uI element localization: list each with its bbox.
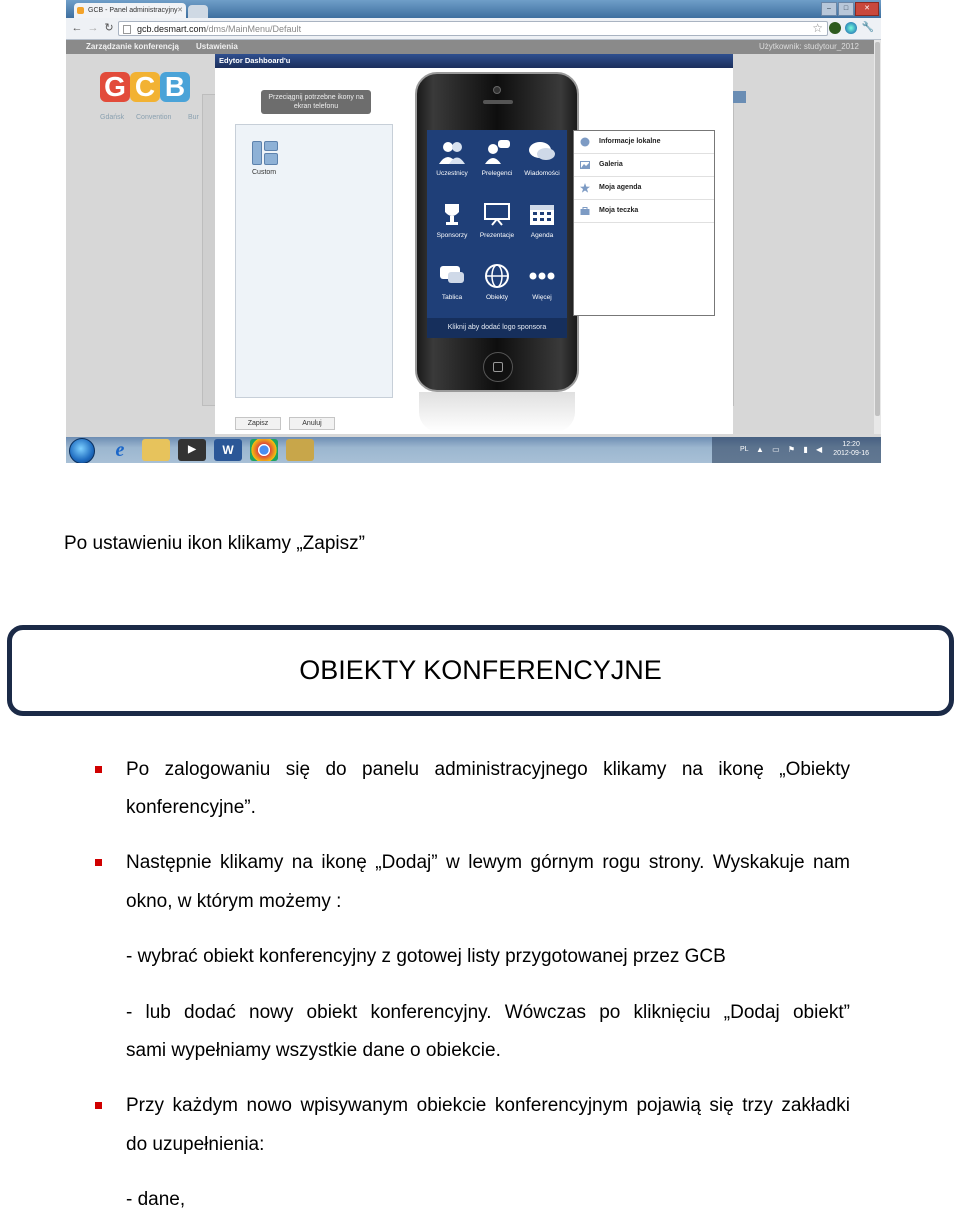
board-icon (438, 264, 466, 288)
maximize-icon[interactable]: □ (838, 2, 854, 16)
menu-item-label: Galeria (599, 161, 623, 168)
option1: - wybrać obiekt konferencyjny z gotowej listy przygotowanej przez GCB (126, 946, 726, 967)
gcb-logo: G (100, 72, 130, 102)
star-icon (580, 183, 590, 193)
phone-screen (427, 130, 567, 338)
folder-icon[interactable] (142, 439, 170, 461)
tile-wiadomosci[interactable] (519, 132, 565, 192)
start-button[interactable] (69, 438, 95, 463)
clock-date: 2012-09-16 (833, 450, 869, 457)
wrench-icon[interactable]: 🔧 (861, 22, 875, 33)
security-shield-icon[interactable] (286, 439, 314, 461)
modal-title: Edytor Dashboard'u (215, 54, 733, 68)
tile-label: Więcej (532, 294, 552, 301)
bullet2-line2: okno, w którym możemy : (126, 891, 342, 912)
bullet-square-icon (95, 1102, 102, 1109)
background-tab (732, 91, 746, 103)
tile-prelegenci[interactable] (474, 132, 520, 192)
windows-taskbar (66, 437, 881, 463)
logo-caption-convention: Convention (136, 114, 172, 121)
dashboard-editor-modal (215, 54, 733, 434)
system-tray (712, 437, 881, 463)
close-icon[interactable]: ✕ (855, 2, 879, 16)
calendar-icon (528, 202, 556, 226)
bullet3-line2: do uzupełnienia: (126, 1134, 265, 1155)
phone-preview (415, 72, 579, 392)
option2-line1: - lub dodać nowy obiekt konferencyjny. Wówczas po kliknięciu „Dodaj obiekt” (126, 1002, 850, 1023)
info-icon (580, 137, 590, 147)
embedded-screenshot (66, 0, 881, 463)
page-scrollbar[interactable] (874, 40, 881, 434)
phone-reflection (419, 392, 575, 432)
bullet2-line1: Następnie klikamy na ikonę „Dodaj” w lewym górnym rogu strony. Wyskakuje nam (126, 852, 850, 873)
option2-line2: sami wypełniamy wszystkie dane o obiekcie. (126, 1040, 501, 1061)
clock-time: 12:20 (842, 441, 860, 448)
tile-tablica[interactable] (429, 256, 475, 316)
bookmark-star-icon[interactable]: ☆ (812, 21, 823, 35)
media-player-icon[interactable]: ▶ (178, 439, 206, 461)
url-host: gcb.desmart.com (137, 24, 207, 34)
gcb-logo-c: C (130, 72, 160, 102)
browser-tab-title: GCB - Panel administracyjny (88, 7, 178, 14)
screenshot-caption: Po ustawieniu ikon klikamy „Zapisz” (64, 533, 365, 554)
tile-label: Agenda (530, 232, 554, 239)
tile-obiekty[interactable] (474, 256, 520, 316)
nav-item-settings[interactable]: Ustawienia (196, 42, 238, 51)
more-menu-list (573, 130, 715, 316)
minimize-icon[interactable]: – (821, 2, 837, 16)
url-path: /dms/MainMenu/Default (206, 24, 302, 34)
participants-icon (438, 140, 466, 164)
camera-icon (493, 86, 501, 94)
tile-label: Sponsorzy (436, 232, 468, 239)
save-button[interactable]: Zapisz (235, 417, 281, 430)
tile-label: Obiekty (485, 294, 509, 301)
section-title-box (7, 625, 954, 716)
tile-sponsorzy[interactable] (429, 194, 475, 254)
menu-item-label: Moja teczka (599, 207, 639, 214)
icon-palette (235, 124, 393, 398)
forward-arrow-icon[interactable]: → (87, 22, 99, 34)
tab-close-icon[interactable]: ✕ (177, 7, 183, 14)
tile-uczestnicy[interactable] (429, 132, 475, 192)
custom-widget-label: Custom (252, 169, 277, 176)
tile-agenda[interactable] (519, 194, 565, 254)
tile-label: Tablica (441, 294, 463, 301)
chrome-icon[interactable] (250, 439, 278, 461)
bullet3-line1: Przy każdym nowo wpisywanym obiekcie konferencyjnym pojawią się trzy zakładki (126, 1095, 850, 1116)
tile-label: Prezentacje (479, 232, 515, 239)
bullet1-line2: konferencyjne”. (126, 797, 256, 818)
drag-hint: Przeciągnij potrzebne ikony na ekran telefonu (261, 90, 371, 114)
screen-icon (483, 202, 511, 226)
tile-label: Wiadomości (524, 170, 560, 177)
new-tab-button[interactable] (188, 5, 208, 18)
favicon-icon (77, 7, 84, 14)
menu-item-agenda[interactable] (574, 177, 714, 200)
word-icon[interactable]: W (214, 439, 242, 461)
home-button (483, 352, 513, 382)
custom-widget-icon[interactable] (252, 141, 278, 165)
messages-icon (528, 140, 556, 164)
menu-item-informacje[interactable] (574, 131, 714, 154)
menu-item-galeria[interactable] (574, 154, 714, 177)
menu-item-teczka[interactable] (574, 200, 714, 223)
bullet-square-icon (95, 766, 102, 773)
clock[interactable] (833, 440, 869, 458)
section-title: OBIEKTY KONFERENCYJNE (299, 655, 662, 685)
menu-item-label: Informacje lokalne (599, 138, 661, 145)
speaker-icon (483, 100, 513, 104)
speaker-person-icon (483, 140, 511, 164)
tile-prezentacje[interactable] (474, 194, 520, 254)
trophy-icon (438, 202, 466, 226)
language-indicator[interactable]: PL (740, 446, 749, 453)
tile-label: Prelegenci (481, 170, 513, 177)
back-arrow-icon[interactable]: ← (71, 22, 83, 34)
globe-icon (483, 264, 511, 288)
chrome-extension-icon[interactable] (845, 22, 857, 34)
browser-tab[interactable] (74, 3, 186, 18)
more-icon (528, 264, 556, 288)
tile-label: Uczestnicy (436, 170, 468, 177)
tile-wiecej[interactable] (519, 256, 565, 316)
logo-caption-bureau: Bur (188, 114, 199, 121)
page-icon (123, 25, 131, 34)
last-line: - dane, (126, 1189, 186, 1210)
gcb-logo-b: B (160, 72, 190, 102)
briefcase-icon (580, 206, 590, 216)
extension-icon[interactable] (829, 22, 841, 34)
app-navigation-bar (66, 40, 881, 54)
sponsor-logo-slot[interactable]: Kliknij aby dodać logo sponsora (427, 318, 567, 338)
bullet-square-icon (95, 859, 102, 866)
bullet1-line1: Po zalogowaniu się do panelu administracyjnego klikamy na ikonę „Obiekty (126, 759, 850, 780)
window-controls (821, 2, 879, 14)
menu-item-label: Moja agenda (599, 184, 642, 191)
nav-item-conference[interactable]: Zarządzanie konferencją (86, 42, 179, 51)
tray-icons: ▲ ▭ ⚑ ▮ ◀ (756, 445, 826, 454)
ie-icon[interactable]: e (115, 439, 125, 461)
user-label: Użytkownik: studytour_2012 (758, 42, 859, 51)
address-bar[interactable] (118, 21, 828, 36)
cancel-button[interactable]: Anuluj (289, 417, 335, 430)
browser-toolbar (66, 18, 881, 40)
reload-icon[interactable]: ↻ (104, 22, 114, 34)
browser-tab-strip (66, 0, 881, 18)
logo-caption-gdansk: Gdańsk (100, 114, 125, 121)
gallery-icon (580, 160, 590, 170)
